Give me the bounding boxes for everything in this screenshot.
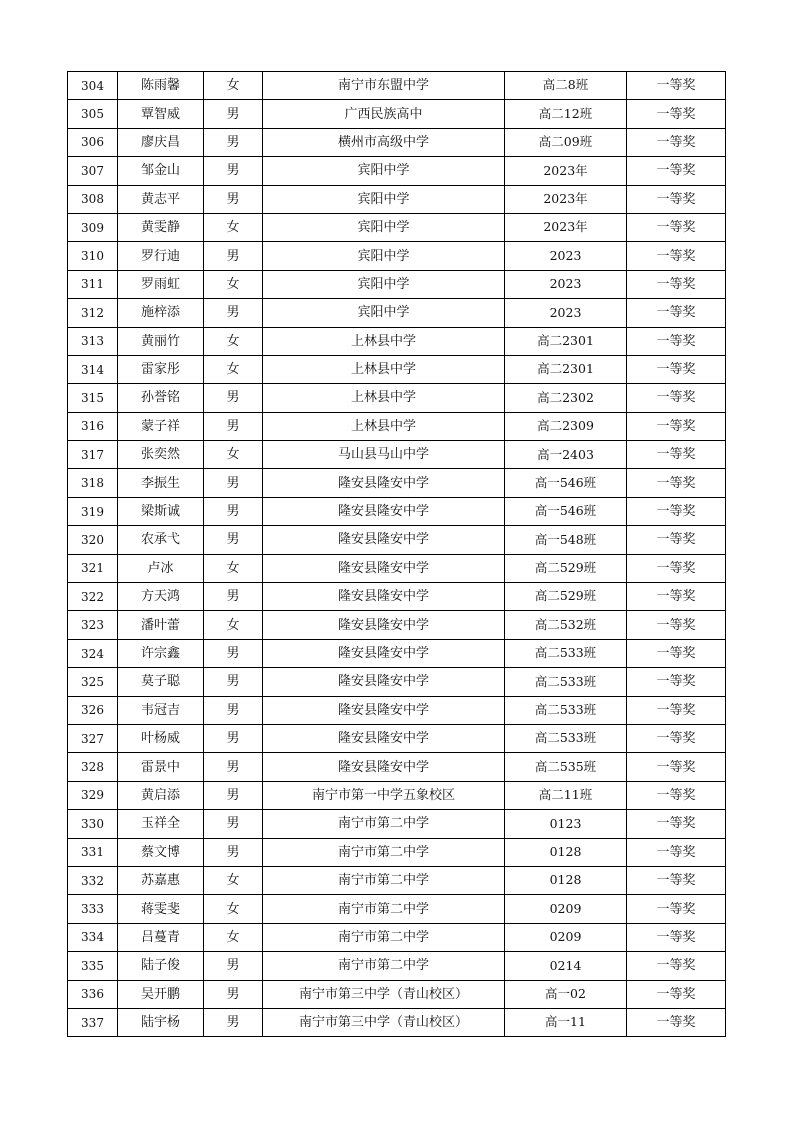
student-name-cell: 蔡文博: [118, 838, 204, 866]
school-cell: 隆安县隆安中学: [263, 724, 505, 752]
class-cell: 0209: [505, 923, 627, 951]
class-cell: 0128: [505, 838, 627, 866]
award-cell: 一等奖: [627, 412, 726, 440]
school-cell: 上林县中学: [263, 327, 505, 355]
school-cell: 隆安县隆安中学: [263, 583, 505, 611]
student-name-cell: 玉祥全: [118, 810, 204, 838]
student-name-cell: 雷景中: [118, 753, 204, 781]
award-table: [67, 71, 726, 1037]
row-number-cell: 332: [68, 866, 118, 894]
table-row: [68, 526, 726, 554]
table-row: [68, 810, 726, 838]
award-cell: 一等奖: [627, 753, 726, 781]
class-cell: 高二2309: [505, 412, 627, 440]
row-number-cell: 326: [68, 696, 118, 724]
student-name-cell: 农承弋: [118, 526, 204, 554]
gender-cell: 男: [204, 781, 263, 809]
award-cell: 一等奖: [627, 327, 726, 355]
class-cell: 高一02: [505, 980, 627, 1008]
class-cell: 高一546班: [505, 469, 627, 497]
row-number-cell: 334: [68, 923, 118, 951]
class-cell: 0214: [505, 952, 627, 980]
award-cell: 一等奖: [627, 157, 726, 185]
award-list-sheet: [67, 71, 725, 1037]
school-cell: 南宁市第三中学（青山校区）: [263, 980, 505, 1008]
award-cell: 一等奖: [627, 213, 726, 241]
school-cell: 南宁市第二中学: [263, 866, 505, 894]
gender-cell: 男: [204, 185, 263, 213]
class-cell: 高二529班: [505, 583, 627, 611]
award-cell: 一等奖: [627, 724, 726, 752]
award-cell: 一等奖: [627, 526, 726, 554]
school-cell: 隆安县隆安中学: [263, 639, 505, 667]
gender-cell: 男: [204, 696, 263, 724]
award-cell: 一等奖: [627, 441, 726, 469]
row-number-cell: 328: [68, 753, 118, 781]
student-name-cell: 李振生: [118, 469, 204, 497]
student-name-cell: 陈雨馨: [118, 72, 204, 100]
class-cell: 高二12班: [505, 100, 627, 128]
school-cell: 隆安县隆安中学: [263, 668, 505, 696]
table-row: [68, 441, 726, 469]
student-name-cell: 卢冰: [118, 554, 204, 582]
student-name-cell: 许宗鑫: [118, 639, 204, 667]
award-cell: 一等奖: [627, 923, 726, 951]
table-row: [68, 639, 726, 667]
student-name-cell: 廖庆昌: [118, 128, 204, 156]
row-number-cell: 304: [68, 72, 118, 100]
table-row: [68, 270, 726, 298]
class-cell: 高二533班: [505, 724, 627, 752]
school-cell: 南宁市第三中学（青山校区）: [263, 1008, 505, 1036]
student-name-cell: 潘叶蕾: [118, 611, 204, 639]
gender-cell: 男: [204, 526, 263, 554]
gender-cell: 男: [204, 668, 263, 696]
gender-cell: 女: [204, 895, 263, 923]
table-row: [68, 355, 726, 383]
school-cell: 马山县马山中学: [263, 441, 505, 469]
row-number-cell: 314: [68, 355, 118, 383]
award-cell: 一等奖: [627, 128, 726, 156]
school-cell: 隆安县隆安中学: [263, 753, 505, 781]
school-cell: 横州市高级中学: [263, 128, 505, 156]
student-name-cell: 方天鸿: [118, 583, 204, 611]
student-name-cell: 孙誉铭: [118, 384, 204, 412]
gender-cell: 男: [204, 810, 263, 838]
class-cell: 2023: [505, 299, 627, 327]
table-row: [68, 583, 726, 611]
school-cell: 上林县中学: [263, 412, 505, 440]
gender-cell: 男: [204, 100, 263, 128]
gender-cell: 男: [204, 384, 263, 412]
student-name-cell: 叶杨威: [118, 724, 204, 752]
award-table-body: [68, 72, 726, 1037]
table-row: [68, 668, 726, 696]
student-name-cell: 黄启添: [118, 781, 204, 809]
award-cell: 一等奖: [627, 583, 726, 611]
school-cell: 南宁市第二中学: [263, 838, 505, 866]
row-number-cell: 307: [68, 157, 118, 185]
school-cell: 隆安县隆安中学: [263, 497, 505, 525]
table-row: [68, 213, 726, 241]
table-row: [68, 781, 726, 809]
row-number-cell: 312: [68, 299, 118, 327]
table-row: [68, 72, 726, 100]
award-cell: 一等奖: [627, 611, 726, 639]
class-cell: 高二532班: [505, 611, 627, 639]
class-cell: 高一546班: [505, 497, 627, 525]
table-row: [68, 100, 726, 128]
row-number-cell: 323: [68, 611, 118, 639]
row-number-cell: 329: [68, 781, 118, 809]
row-number-cell: 305: [68, 100, 118, 128]
table-row: [68, 952, 726, 980]
table-row: [68, 1008, 726, 1036]
student-name-cell: 黄丽竹: [118, 327, 204, 355]
award-cell: 一等奖: [627, 781, 726, 809]
student-name-cell: 罗行迪: [118, 242, 204, 270]
gender-cell: 男: [204, 724, 263, 752]
class-cell: 高二535班: [505, 753, 627, 781]
gender-cell: 男: [204, 497, 263, 525]
student-name-cell: 蒙子祥: [118, 412, 204, 440]
student-name-cell: 蒋雯斐: [118, 895, 204, 923]
award-cell: 一等奖: [627, 185, 726, 213]
gender-cell: 女: [204, 270, 263, 298]
gender-cell: 男: [204, 583, 263, 611]
class-cell: 高二09班: [505, 128, 627, 156]
gender-cell: 女: [204, 327, 263, 355]
row-number-cell: 337: [68, 1008, 118, 1036]
gender-cell: 女: [204, 213, 263, 241]
school-cell: 南宁市第一中学五象校区: [263, 781, 505, 809]
row-number-cell: 335: [68, 952, 118, 980]
school-cell: 南宁市第二中学: [263, 895, 505, 923]
table-row: [68, 469, 726, 497]
award-cell: 一等奖: [627, 100, 726, 128]
class-cell: 高二2301: [505, 327, 627, 355]
school-cell: 南宁市东盟中学: [263, 72, 505, 100]
class-cell: 高二2301: [505, 355, 627, 383]
student-name-cell: 黄志平: [118, 185, 204, 213]
gender-cell: 女: [204, 611, 263, 639]
gender-cell: 男: [204, 469, 263, 497]
class-cell: 高二529班: [505, 554, 627, 582]
table-row: [68, 128, 726, 156]
row-number-cell: 319: [68, 497, 118, 525]
school-cell: 宾阳中学: [263, 157, 505, 185]
table-row: [68, 838, 726, 866]
row-number-cell: 321: [68, 554, 118, 582]
school-cell: 南宁市第二中学: [263, 923, 505, 951]
class-cell: 0209: [505, 895, 627, 923]
award-cell: 一等奖: [627, 810, 726, 838]
gender-cell: 女: [204, 355, 263, 383]
table-row: [68, 696, 726, 724]
gender-cell: 女: [204, 441, 263, 469]
student-name-cell: 梁斯诚: [118, 497, 204, 525]
student-name-cell: 施梓添: [118, 299, 204, 327]
gender-cell: 男: [204, 242, 263, 270]
row-number-cell: 330: [68, 810, 118, 838]
school-cell: 广西民族高中: [263, 100, 505, 128]
school-cell: 宾阳中学: [263, 242, 505, 270]
student-name-cell: 雷家彤: [118, 355, 204, 383]
award-cell: 一等奖: [627, 668, 726, 696]
row-number-cell: 310: [68, 242, 118, 270]
award-cell: 一等奖: [627, 952, 726, 980]
school-cell: 宾阳中学: [263, 270, 505, 298]
class-cell: 0123: [505, 810, 627, 838]
table-row: [68, 753, 726, 781]
row-number-cell: 308: [68, 185, 118, 213]
award-cell: 一等奖: [627, 639, 726, 667]
row-number-cell: 313: [68, 327, 118, 355]
row-number-cell: 320: [68, 526, 118, 554]
school-cell: 宾阳中学: [263, 185, 505, 213]
row-number-cell: 325: [68, 668, 118, 696]
student-name-cell: 陆宇杨: [118, 1008, 204, 1036]
gender-cell: 男: [204, 157, 263, 185]
award-cell: 一等奖: [627, 355, 726, 383]
row-number-cell: 309: [68, 213, 118, 241]
school-cell: 南宁市第二中学: [263, 952, 505, 980]
row-number-cell: 317: [68, 441, 118, 469]
class-cell: 高二2302: [505, 384, 627, 412]
award-cell: 一等奖: [627, 980, 726, 1008]
row-number-cell: 336: [68, 980, 118, 1008]
class-cell: 高一11: [505, 1008, 627, 1036]
row-number-cell: 333: [68, 895, 118, 923]
class-cell: 高二533班: [505, 639, 627, 667]
student-name-cell: 吴开鹏: [118, 980, 204, 1008]
award-cell: 一等奖: [627, 270, 726, 298]
table-row: [68, 157, 726, 185]
student-name-cell: 莫子聪: [118, 668, 204, 696]
school-cell: 隆安县隆安中学: [263, 469, 505, 497]
award-cell: 一等奖: [627, 696, 726, 724]
award-cell: 一等奖: [627, 242, 726, 270]
award-cell: 一等奖: [627, 1008, 726, 1036]
class-cell: 高二11班: [505, 781, 627, 809]
school-cell: 宾阳中学: [263, 299, 505, 327]
row-number-cell: 324: [68, 639, 118, 667]
gender-cell: 女: [204, 866, 263, 894]
table-row: [68, 327, 726, 355]
table-row: [68, 242, 726, 270]
table-row: [68, 299, 726, 327]
table-row: [68, 895, 726, 923]
class-cell: 2023年: [505, 213, 627, 241]
school-cell: 南宁市第二中学: [263, 810, 505, 838]
row-number-cell: 322: [68, 583, 118, 611]
award-cell: 一等奖: [627, 72, 726, 100]
student-name-cell: 吕蔓青: [118, 923, 204, 951]
gender-cell: 男: [204, 128, 263, 156]
class-cell: 2023: [505, 270, 627, 298]
gender-cell: 男: [204, 753, 263, 781]
row-number-cell: 331: [68, 838, 118, 866]
award-cell: 一等奖: [627, 497, 726, 525]
gender-cell: 男: [204, 1008, 263, 1036]
school-cell: 隆安县隆安中学: [263, 611, 505, 639]
student-name-cell: 覃智威: [118, 100, 204, 128]
gender-cell: 男: [204, 639, 263, 667]
class-cell: 2023年: [505, 157, 627, 185]
school-cell: 上林县中学: [263, 384, 505, 412]
table-row: [68, 412, 726, 440]
class-cell: 2023年: [505, 185, 627, 213]
student-name-cell: 韦冠吉: [118, 696, 204, 724]
school-cell: 隆安县隆安中学: [263, 526, 505, 554]
table-row: [68, 611, 726, 639]
gender-cell: 女: [204, 72, 263, 100]
award-cell: 一等奖: [627, 895, 726, 923]
table-row: [68, 980, 726, 1008]
table-row: [68, 923, 726, 951]
table-row: [68, 554, 726, 582]
gender-cell: 女: [204, 554, 263, 582]
gender-cell: 男: [204, 838, 263, 866]
table-row: [68, 724, 726, 752]
row-number-cell: 315: [68, 384, 118, 412]
student-name-cell: 罗雨虹: [118, 270, 204, 298]
row-number-cell: 327: [68, 724, 118, 752]
school-cell: 上林县中学: [263, 355, 505, 383]
row-number-cell: 318: [68, 469, 118, 497]
school-cell: 宾阳中学: [263, 213, 505, 241]
gender-cell: 女: [204, 923, 263, 951]
table-row: [68, 384, 726, 412]
class-cell: 高一2403: [505, 441, 627, 469]
class-cell: 高二533班: [505, 696, 627, 724]
table-row: [68, 185, 726, 213]
class-cell: 高二533班: [505, 668, 627, 696]
gender-cell: 男: [204, 980, 263, 1008]
gender-cell: 男: [204, 299, 263, 327]
award-cell: 一等奖: [627, 384, 726, 412]
award-cell: 一等奖: [627, 838, 726, 866]
table-row: [68, 497, 726, 525]
row-number-cell: 306: [68, 128, 118, 156]
award-cell: 一等奖: [627, 866, 726, 894]
class-cell: 0128: [505, 866, 627, 894]
award-cell: 一等奖: [627, 469, 726, 497]
student-name-cell: 苏嘉惠: [118, 866, 204, 894]
row-number-cell: 316: [68, 412, 118, 440]
student-name-cell: 黄雯静: [118, 213, 204, 241]
gender-cell: 男: [204, 412, 263, 440]
student-name-cell: 张奕然: [118, 441, 204, 469]
school-cell: 隆安县隆安中学: [263, 554, 505, 582]
class-cell: 2023: [505, 242, 627, 270]
row-number-cell: 311: [68, 270, 118, 298]
student-name-cell: 邹金山: [118, 157, 204, 185]
award-cell: 一等奖: [627, 299, 726, 327]
award-cell: 一等奖: [627, 554, 726, 582]
school-cell: 隆安县隆安中学: [263, 696, 505, 724]
gender-cell: 男: [204, 952, 263, 980]
class-cell: 高二8班: [505, 72, 627, 100]
class-cell: 高一548班: [505, 526, 627, 554]
student-name-cell: 陆子俊: [118, 952, 204, 980]
table-row: [68, 866, 726, 894]
